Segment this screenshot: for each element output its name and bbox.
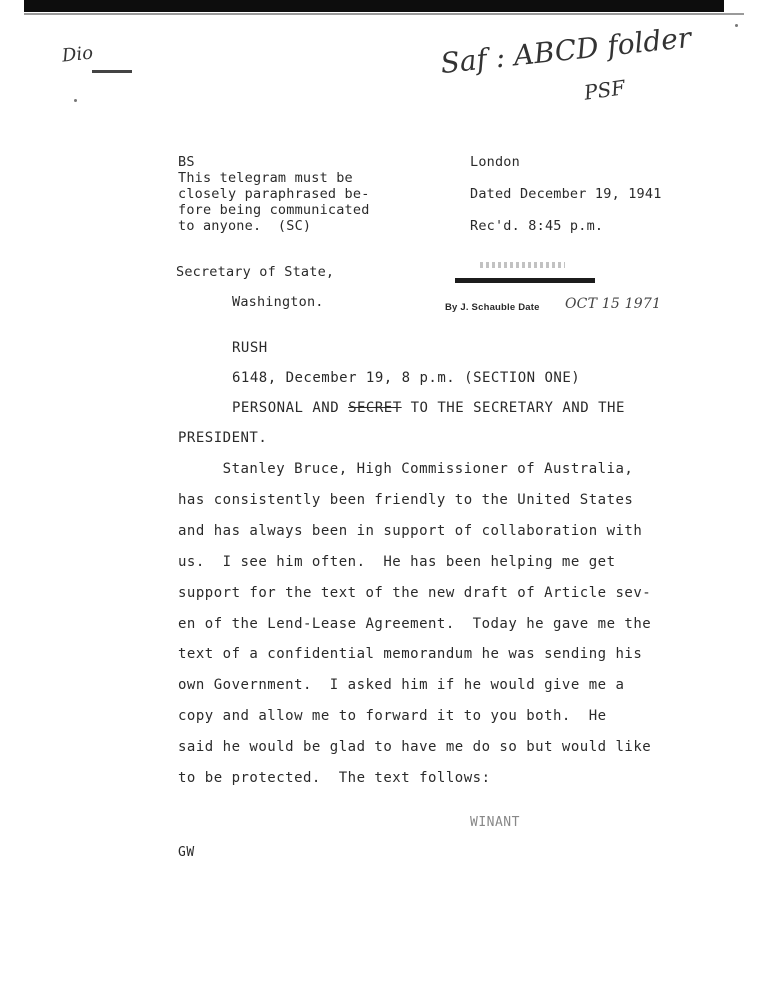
signature: WINANT [470,815,520,830]
body-line: Stanley Bruce, High Commissioner of Australia, [178,461,634,477]
classification-cont: PRESIDENT. [178,430,268,446]
handwritten-left-mark: Dio [60,42,95,67]
classification-pre: PERSONAL AND [232,400,349,416]
stamp-bar [455,278,595,283]
body-line: said he would be glad to have me do so but would like [178,739,652,755]
date-sent: Dated December 19, 1941 [470,186,662,202]
scan-top-edge-shadow [24,13,744,15]
paraphrase-note-line: closely paraphrased be- [178,186,370,202]
paraphrase-note-line: to anyone. (SC) [178,218,312,234]
handwritten-folder-note: Saf : ABCD folder [438,20,693,81]
body-line: own Government. I asked him if he would give me a [178,677,625,693]
body-line: support for the text of the new draft of Article sev- [178,585,652,601]
declass-stamp-date: OCT 15 1971 [565,296,662,312]
body-line: en of the Lend-Lease Agreement. Today he gave me the [178,616,652,632]
body-line: to be protected. The text follows: [178,770,491,786]
body-line: text of a confidential memorandum he was sending his [178,646,643,662]
message-number: 6148, December 19, 8 p.m. (SECTION ONE) [232,370,581,386]
telegram-code: BS [178,154,195,170]
scan-speck [735,24,738,27]
body-line: us. I see him often. He has been helping me get [178,554,616,570]
classification-post: TO THE SECRETARY AND THE [401,400,625,416]
scan-speck [74,99,77,102]
paraphrase-note-line: This telegram must be [178,170,353,186]
paraphrase-note-line: fore being communicated [178,202,370,218]
priority-marker: RUSH [232,340,268,356]
origin-city: London [470,154,520,170]
struck-classification: SECRET [348,400,402,416]
addressee-line: Secretary of State, [176,264,335,280]
addressee-city: Washington. [232,294,324,310]
operator-initials: GW [178,845,195,860]
declass-stamp-by: By J. Schauble Date [445,302,540,313]
classification-line [232,400,625,416]
stamp-smudge [480,262,565,268]
scan-top-edge [24,0,724,12]
date-received: Rec'd. 8:45 p.m. [470,218,604,234]
pencil-dash [92,70,132,73]
handwritten-psf-note: PSF [582,75,627,105]
body-line: copy and allow me to forward it to you both. He [178,708,607,724]
body-line: and has always been in support of collaboration with [178,523,643,539]
body-line: has consistently been friendly to the United States [178,492,634,508]
